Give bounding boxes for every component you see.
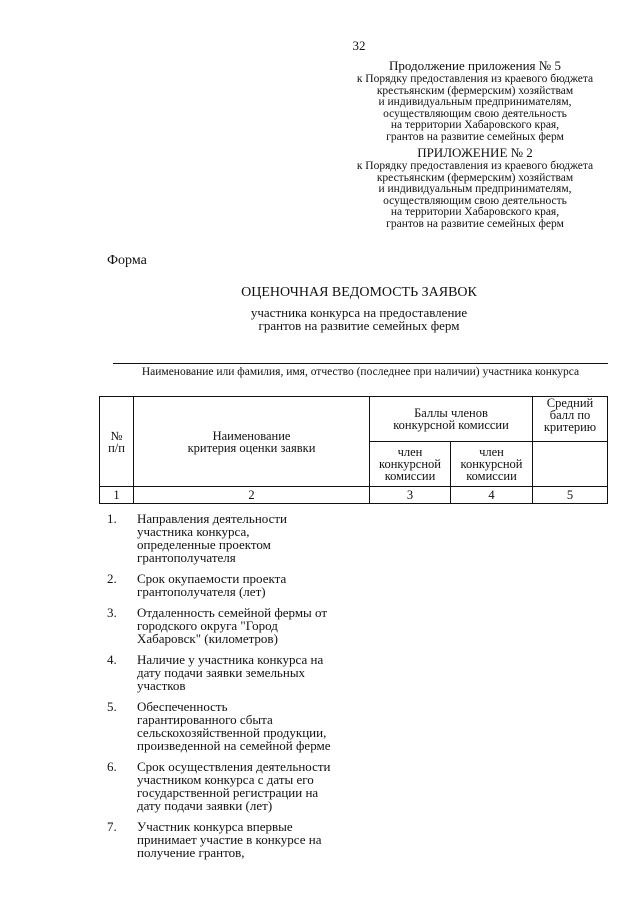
appendix-continuation-line: к Порядку предоставления из краевого бюджета (356, 73, 594, 85)
criterion-item (107, 512, 367, 564)
column-number: 2 (134, 487, 370, 504)
page-number: 32 (352, 38, 366, 53)
header-member-line: член (479, 445, 504, 459)
criterion-line: гарантированного сбыта (137, 712, 273, 727)
criterion-line: Участник конкурса впервые (137, 819, 293, 834)
header-number-line: п/п (108, 440, 125, 455)
criterion-number: 3. (107, 605, 117, 620)
header-scores-line: Баллы членов (414, 406, 488, 420)
criterion-item (107, 820, 367, 859)
criterion-number: 6. (107, 759, 117, 774)
criterion-number: 2. (107, 571, 117, 586)
form-label: Форма (107, 253, 147, 268)
criterion-line: городского округа "Город (137, 618, 278, 633)
criterion-line: участков (137, 678, 186, 693)
header-member-1 (370, 442, 451, 487)
document-subtitle-line: участника конкурса на предоставление (250, 305, 468, 320)
appendix-block (340, 146, 610, 230)
criterion-line: государственной регистрации на (137, 785, 319, 800)
criterion-line: участником конкурса с даты его (137, 772, 314, 787)
header-member-2 (451, 442, 533, 487)
appendix-continuation-block (340, 59, 610, 143)
header-average-empty (533, 442, 608, 487)
appendix-continuation-title: Продолжение приложения № 5 (389, 58, 561, 73)
criterion-line: сельскохозяйственной продукции, (137, 725, 327, 740)
appendix-line: осуществляющим свою деятельность (383, 194, 567, 207)
criterion-line: произведенной на семейной ферме (137, 738, 331, 753)
criterion-item (107, 606, 367, 645)
header-member-line: комиссии (384, 469, 436, 483)
criterion-item (107, 572, 367, 598)
criterion-line: Направления деятельности (137, 511, 288, 526)
criterion-number: 5. (107, 699, 117, 714)
participant-name-line (113, 363, 608, 364)
header-scores-line: конкурсной комиссии (393, 418, 509, 432)
criterion-number: 4. (107, 652, 117, 667)
column-number: 1 (100, 487, 134, 504)
participant-name-caption: Наименование или фамилия, имя, отчество (последнее при наличии) участника конкурса (141, 366, 580, 378)
document-subtitle-line: грантов на развитие семейных ферм (258, 318, 460, 333)
appendix-line: к Порядку предоставления из краевого бюджета (356, 160, 594, 172)
criterion-line: грантополучателя (137, 550, 236, 565)
appendix-line: крестьянским (фермерским) хозяйствам (376, 171, 574, 184)
appendix-line: на территории Хабаровского края, (390, 206, 560, 218)
table-header-row (100, 397, 608, 442)
appendix-continuation-line: крестьянским (фермерским) хозяйствам (376, 84, 574, 97)
appendix-continuation-line: и индивидуальным предпринимателям, (378, 96, 572, 108)
criterion-line: дату подачи заявки (лет) (137, 798, 273, 813)
header-commission-scores (370, 397, 533, 442)
criterion-item (107, 760, 367, 812)
criterion-line: Обеспеченность (137, 699, 228, 714)
evaluation-table (99, 396, 608, 504)
table-number-row (100, 487, 608, 504)
criterion-line: получение грантов, (137, 845, 245, 860)
criteria-list (107, 512, 367, 859)
appendix-line: и индивидуальным предпринимателям, (378, 183, 572, 195)
header-average-line: критерию (543, 420, 597, 434)
criterion-number: 1. (107, 511, 117, 526)
appendix-continuation-line: на территории Хабаровского края, (390, 119, 560, 131)
header-member-line: конкурсной (379, 457, 441, 471)
header-criterion-line: критерия оценки заявки (187, 440, 316, 455)
criterion-item (107, 700, 367, 752)
header-member-line: комиссии (466, 469, 517, 483)
column-number: 3 (370, 487, 451, 504)
document-title: ОЦЕНОЧНАЯ ВЕДОМОСТЬ ЗАЯВОК (241, 285, 477, 300)
criterion-line: Хабаровск" (километров) (137, 631, 278, 646)
appendix-continuation-line: грантов на развитие семейных ферм (386, 130, 564, 143)
header-number (100, 397, 134, 487)
criterion-line: Срок окупаемости проекта (137, 571, 287, 586)
appendix-title: ПРИЛОЖЕНИЕ № 2 (417, 145, 533, 160)
criterion-line: Отдаленность семейной фермы от (137, 605, 328, 620)
criterion-line: Срок осуществления деятельности (137, 759, 331, 774)
criterion-line: определенные проектом (137, 537, 271, 552)
header-member-line: член (397, 445, 423, 459)
appendix-continuation-line: осуществляющим свою деятельность (383, 107, 567, 120)
header-number-line: № (110, 428, 123, 443)
header-average-line: Средний (546, 396, 594, 410)
column-number: 5 (533, 487, 608, 504)
criterion-line: принимает участие в конкурсе на (137, 832, 322, 847)
header-member-line: конкурсной (460, 457, 523, 471)
header-average-score (533, 397, 608, 442)
criterion-line: грантополучателя (лет) (137, 584, 266, 599)
criterion-line: участника конкурса, (137, 524, 250, 539)
appendix-line: грантов на развитие семейных ферм (386, 217, 564, 230)
criterion-item (107, 653, 367, 692)
criterion-line: Наличие у участника конкурса на (137, 652, 324, 667)
header-criterion-name (134, 397, 370, 487)
criterion-line: дату подачи заявки земельных (137, 665, 306, 680)
header-criterion-line: Наименование (212, 428, 291, 443)
criterion-number: 7. (107, 819, 117, 834)
column-number: 4 (451, 487, 533, 504)
document-subtitle (0, 306, 640, 332)
header-average-line: балл по (549, 408, 591, 422)
